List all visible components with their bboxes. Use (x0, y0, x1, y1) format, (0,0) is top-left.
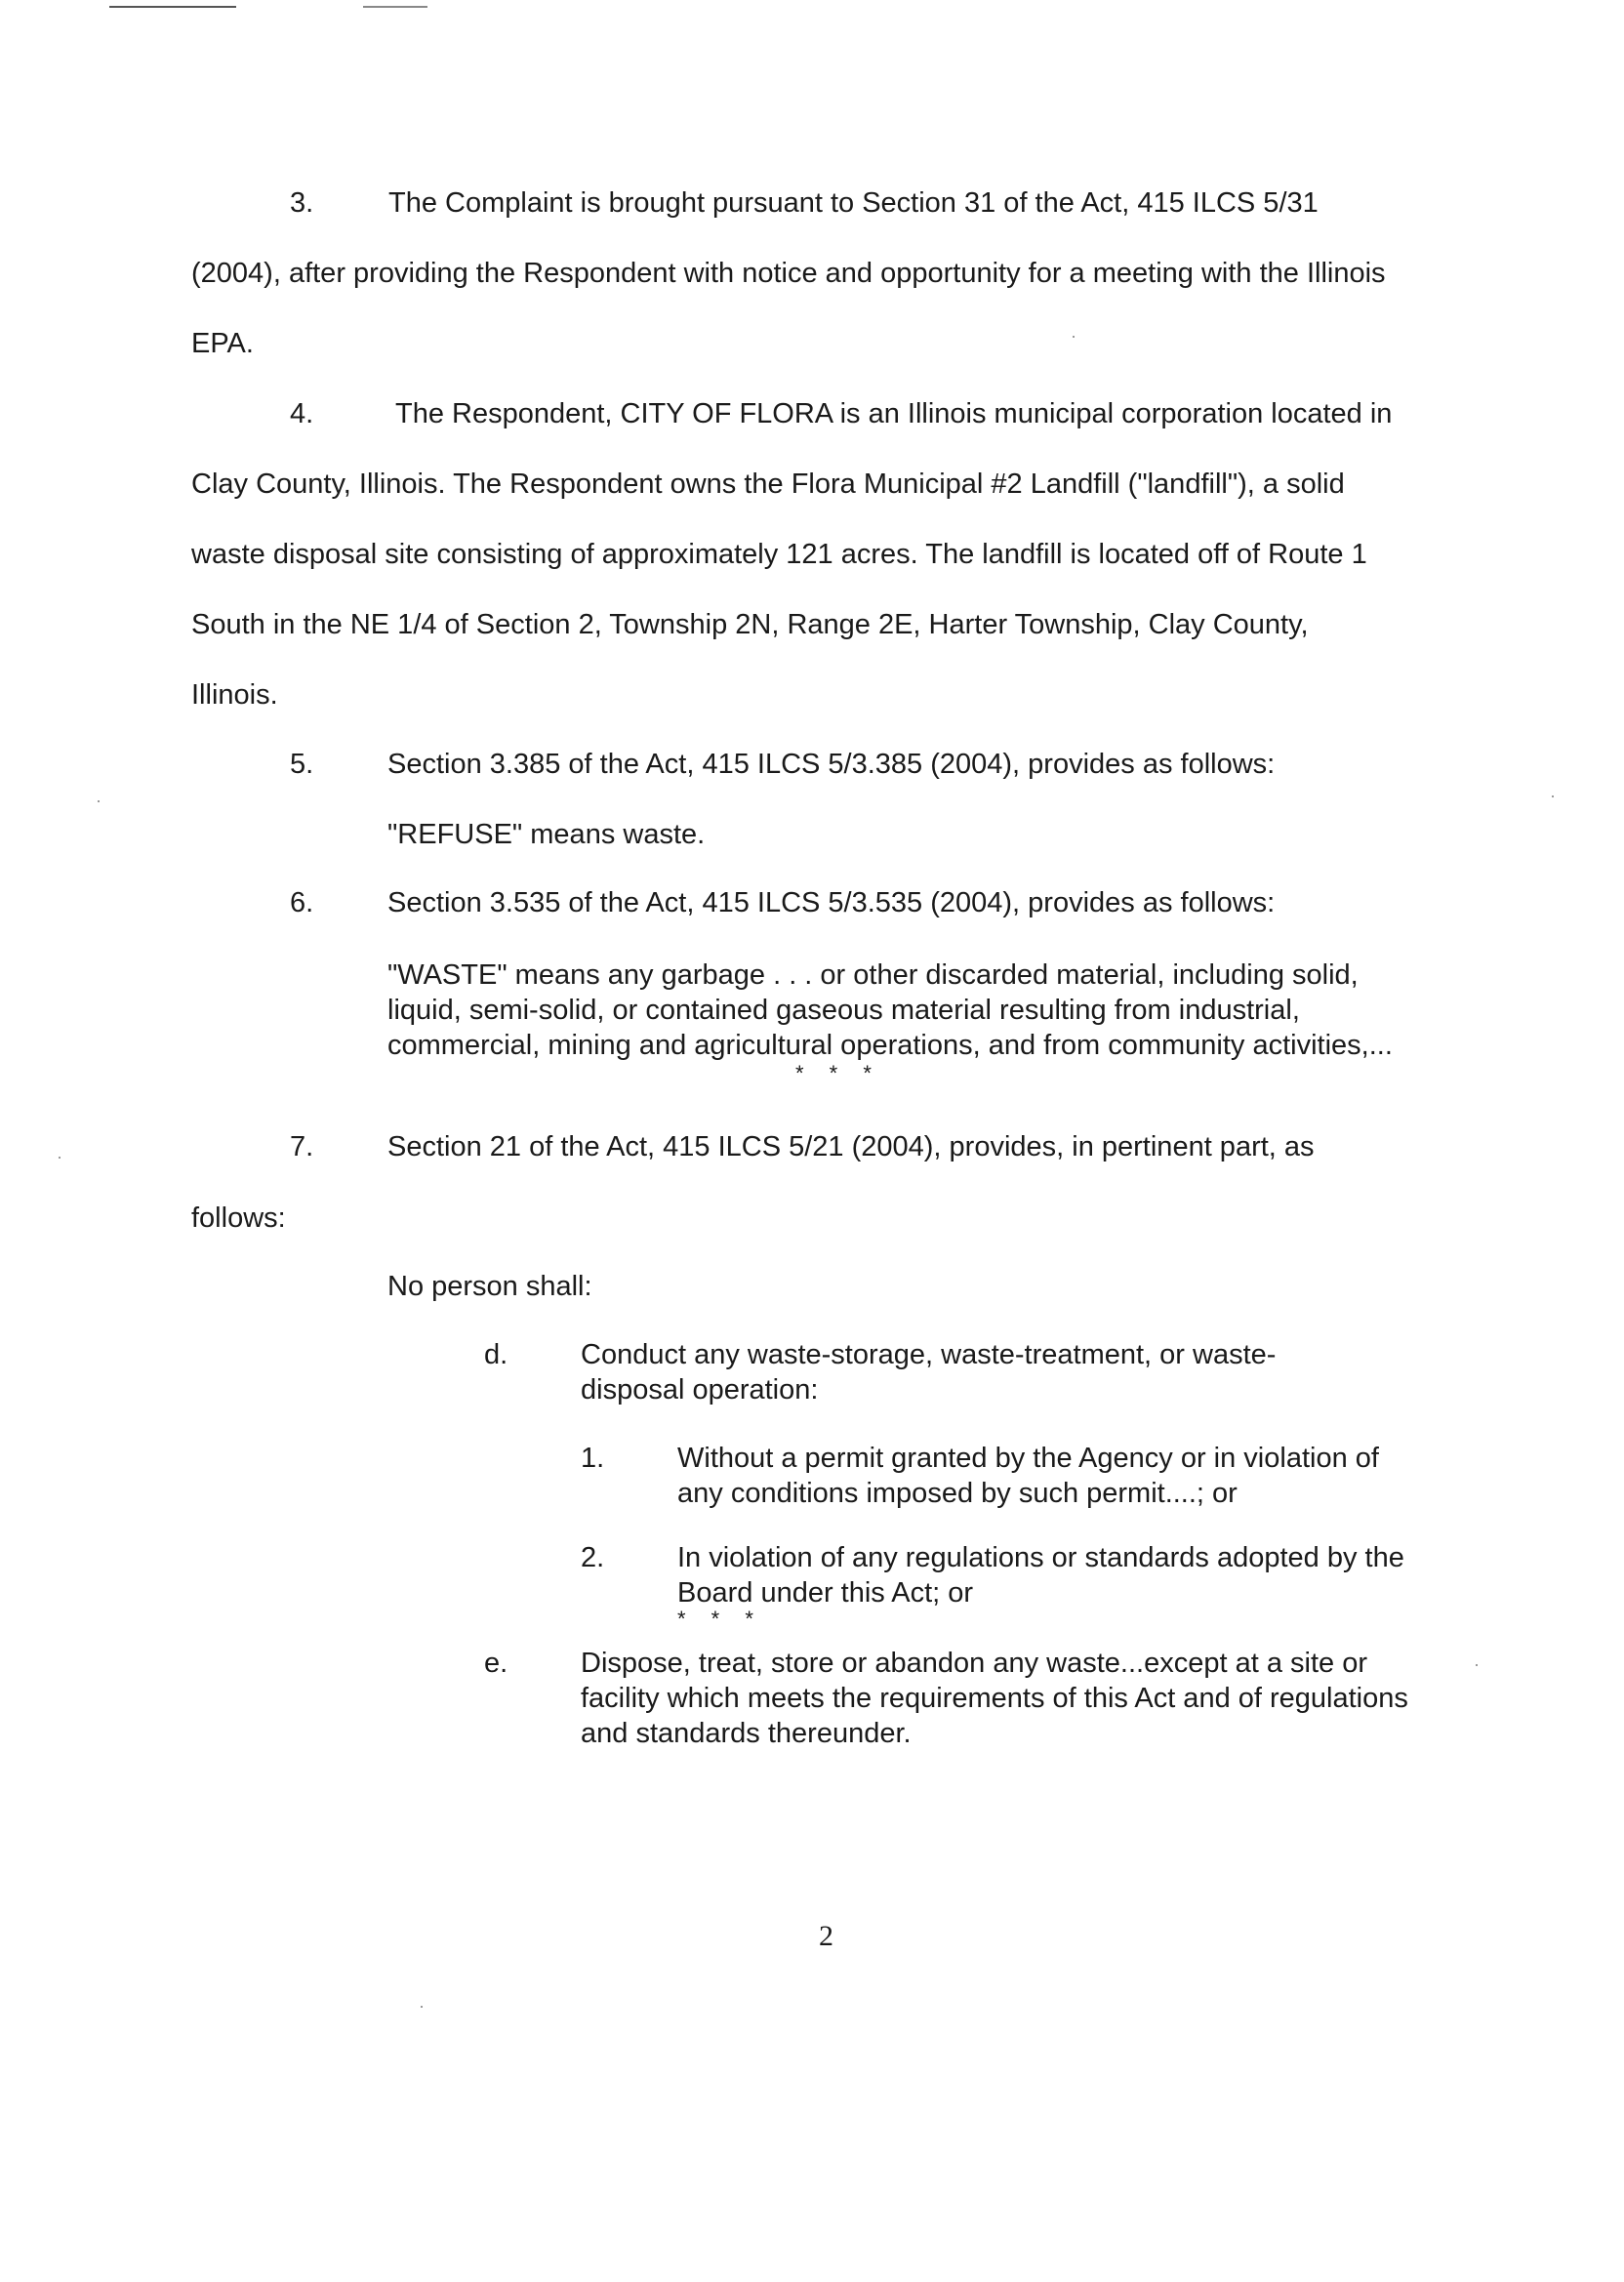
paragraph-7-number: 7. (290, 1131, 314, 1162)
paragraph-4-line-5: Illinois. (191, 679, 278, 711)
paragraph-6-line-1: Section 3.535 of the Act, 415 ILCS 5/3.535 (2004), provides as follows: (387, 887, 1276, 918)
page-number: 2 (819, 1920, 833, 1952)
paragraph-4-line-3: waste disposal site consisting of approximately 121 acres. The landfill is located off of Route 1 (191, 539, 1367, 570)
item-d-2-line-2: Board under this Act; or (677, 1577, 974, 1609)
item-d-2-line-1: In violation of any regulations or standards adopted by the (677, 1542, 1404, 1573)
scan-speck (98, 800, 100, 802)
item-d-ellipsis-stars: * * * (677, 1607, 763, 1631)
paragraph-4-line-1: The Respondent, CITY OF FLORA is an Illinois municipal corporation located in (395, 398, 1393, 429)
item-e-line-1: Dispose, treat, store or abandon any waste...except at a site or (581, 1648, 1367, 1679)
paragraph-6-quote-line-1: "WASTE" means any garbage . . . or other discarded material, including solid, (387, 959, 1359, 991)
scan-speck (1476, 1664, 1478, 1666)
item-d-1-label: 1. (581, 1443, 605, 1474)
scan-artifact (109, 6, 236, 8)
scan-artifact (363, 6, 427, 8)
item-d-line-1: Conduct any waste-storage, waste-treatment, or waste- (581, 1339, 1277, 1370)
paragraph-5-line-1: Section 3.385 of the Act, 415 ILCS 5/3.385 (2004), provides as follows: (387, 749, 1276, 780)
paragraph-3-line-1: The Complaint is brought pursuant to Section 31 of the Act, 415 ILCS 5/31 (388, 187, 1319, 219)
paragraph-7-intro: No person shall: (387, 1271, 592, 1302)
paragraph-7-line-2: follows: (191, 1202, 286, 1234)
scan-speck (59, 1157, 61, 1159)
item-e-line-2: facility which meets the requirements of this Act and of regulations (581, 1683, 1408, 1714)
paragraph-4-number: 4. (290, 398, 314, 429)
scan-speck (421, 2006, 423, 2008)
paragraph-3-line-2: (2004), after providing the Respondent with notice and opportunity for a meeting with the Illinois (191, 258, 1386, 289)
item-d-1-line-2: any conditions imposed by such permit....; or (677, 1478, 1238, 1509)
item-d-line-2: disposal operation: (581, 1374, 819, 1406)
paragraph-6-quote-line-3: commercial, mining and agricultural operations, and from community activities,... (387, 1030, 1393, 1061)
paragraph-7-line-1: Section 21 of the Act, 415 ILCS 5/21 (2004), provides, in pertinent part, as (387, 1131, 1315, 1162)
paragraph-3-number: 3. (290, 187, 314, 219)
item-d-label: d. (484, 1339, 508, 1370)
paragraph-3-line-3: EPA. (191, 328, 254, 359)
item-e-label: e. (484, 1648, 508, 1679)
scan-speck (1552, 795, 1554, 797)
paragraph-4-line-4: South in the NE 1/4 of Section 2, Township 2N, Range 2E, Harter Township, Clay County, (191, 609, 1309, 640)
item-d-2-label: 2. (581, 1542, 605, 1573)
paragraph-5-number: 5. (290, 749, 314, 780)
item-e-line-3: and standards thereunder. (581, 1718, 912, 1749)
paragraph-6-quote-line-2: liquid, semi-solid, or contained gaseous material resulting from industrial, (387, 995, 1300, 1026)
paragraph-5-quote: "REFUSE" means waste. (387, 819, 706, 850)
item-d-1-line-1: Without a permit granted by the Agency or in violation of (677, 1443, 1379, 1474)
paragraph-6-ellipsis-stars: * * * (795, 1061, 881, 1085)
paragraph-4-line-2: Clay County, Illinois. The Respondent owns the Flora Municipal #2 Landfill ("landfill"), a solid (191, 469, 1345, 500)
scan-speck (1073, 336, 1075, 338)
paragraph-6-number: 6. (290, 887, 314, 918)
